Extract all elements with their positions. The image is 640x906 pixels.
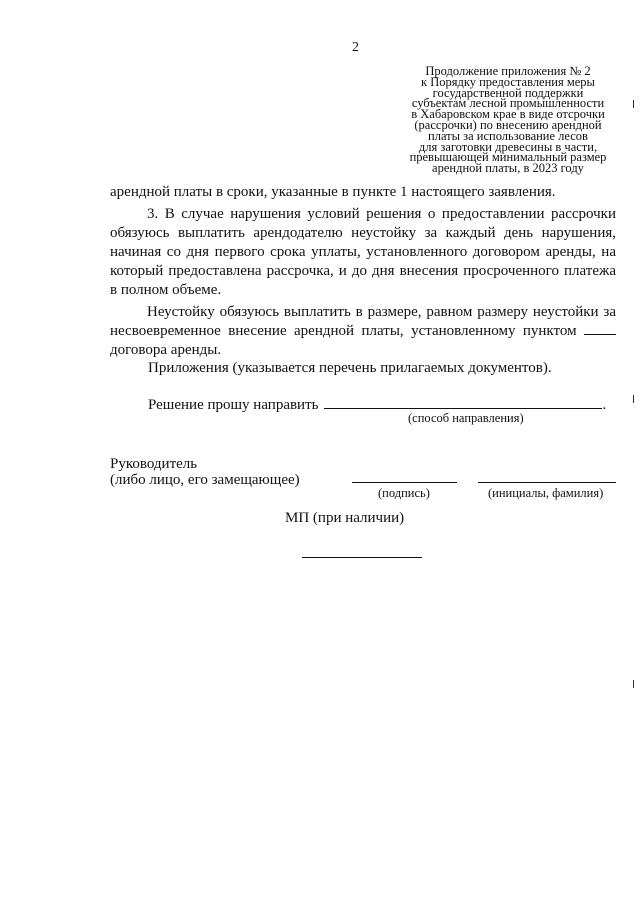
- decision-row: [148, 396, 606, 414]
- header-line: субъектам лесной промышленности: [411, 96, 605, 111]
- signatory-line-1: Руководитель: [110, 456, 198, 472]
- header-line: арендной платы, в 2023 году: [432, 161, 584, 176]
- signature-caption: (подпись): [378, 486, 430, 500]
- name-caption: (инициалы, фамилия): [488, 486, 604, 500]
- scan-mark: [633, 100, 634, 108]
- appendix-header: [398, 66, 618, 174]
- name-blank: [478, 482, 616, 483]
- penalty-text-end: договора аренды.: [110, 342, 222, 358]
- scan-mark: [633, 680, 634, 688]
- delivery-method-caption: (способ направления): [408, 411, 524, 425]
- header-line: (рассрочки) по внесению арендной: [414, 117, 602, 132]
- signature-blank: [352, 482, 457, 483]
- page-number: 2: [352, 40, 359, 55]
- clause-number-blank: [584, 324, 616, 335]
- header-line: Продолжение приложения № 2: [425, 64, 591, 78]
- paragraph-3: 3. В случае нарушения условий решения о предоставлении рассрочки обязуюсь выплатить арендодателю неустойку за каждый день нарушения, начиная со дня первого срока уплаты, установленного договором аренды, на который предоставлена рассрочка, и до дня внесения просроченного платежа в полном объеме.: [110, 206, 616, 298]
- header-line: платы за использование лесов: [428, 128, 588, 143]
- signatory-title: [110, 456, 300, 488]
- stamp-place: МП (при наличии): [285, 510, 405, 526]
- delivery-method-blank: [324, 396, 602, 409]
- paragraph-continuation: арендной платы в сроки, указанные в пункте 1 настоящего заявления.: [110, 184, 556, 200]
- body-text: [110, 183, 616, 363]
- penalty-text: Неустойку обязуюсь выплатить в размере, равном размеру неустойки за несвоевременное внесение арендной платы, установленному пунктом: [110, 304, 616, 339]
- scan-mark: [633, 395, 634, 403]
- paragraph-penalty: [110, 303, 616, 360]
- signatory-line-2: (либо лицо, его замещающее): [110, 472, 300, 488]
- decision-end: .: [602, 397, 607, 413]
- decision-label: Решение прошу направить: [148, 397, 319, 413]
- appendix-note: Приложения (указывается перечень прилагаемых документов).: [148, 360, 552, 376]
- header-line: превышающей минимальный размер: [409, 150, 607, 165]
- header-line: в Хабаровском крае в виде отсрочки: [411, 107, 605, 122]
- header-line: к Порядку предоставления меры: [421, 74, 595, 89]
- header-line: для заготовки древесины в части,: [418, 139, 598, 154]
- closing-line: [302, 557, 422, 558]
- header-line: государственной поддержки: [432, 85, 584, 100]
